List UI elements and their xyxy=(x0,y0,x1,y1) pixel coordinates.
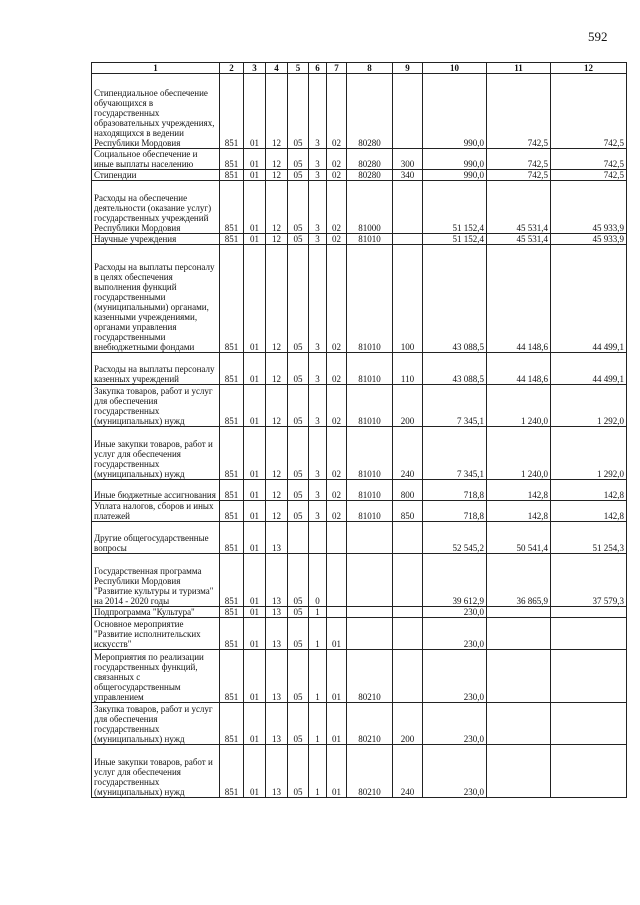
cell-admin-code: 851 xyxy=(220,607,244,618)
cell-target-program: 05 xyxy=(288,650,309,703)
cell-admin-code: 851 xyxy=(220,745,244,798)
cell-expense-type: 200 xyxy=(393,385,423,427)
cell-section: 01 xyxy=(244,554,266,607)
cell-target-program: 05 xyxy=(288,745,309,798)
table-row xyxy=(92,170,627,181)
cell-admin-code: 851 xyxy=(220,480,244,501)
cell-expense-type: 100 xyxy=(393,245,423,353)
cell-subsection: 12 xyxy=(266,170,288,181)
header-cell: 7 xyxy=(327,63,347,74)
cell-subprogram: 3 xyxy=(309,74,327,149)
cell-direction: 81000 xyxy=(347,181,393,234)
cell-name: Расходы на обеспечение деятельности (оказание услуг) государственных учреждений Республики Мордовия xyxy=(92,181,220,234)
cell-section: 01 xyxy=(244,170,266,181)
cell-direction: 80280 xyxy=(347,149,393,170)
cell-amount-2021 xyxy=(551,650,627,703)
cell-event xyxy=(327,522,347,554)
cell-target-program xyxy=(288,522,309,554)
cell-name: Подпрограмма "Культура" xyxy=(92,607,220,618)
cell-target-program: 05 xyxy=(288,149,309,170)
cell-event: 02 xyxy=(327,501,347,522)
cell-expense-type xyxy=(393,554,423,607)
cell-section: 01 xyxy=(244,427,266,480)
cell-event: 02 xyxy=(327,234,347,245)
cell-direction xyxy=(347,554,393,607)
cell-name: Закупка товаров, работ и услуг для обеспечения государственных (муниципальных) нужд xyxy=(92,703,220,745)
cell-amount-2019: 43 088,5 xyxy=(423,353,487,385)
cell-name: Уплата налогов, сборов и иных платежей xyxy=(92,501,220,522)
cell-subprogram xyxy=(309,522,327,554)
cell-amount-2020: 742,5 xyxy=(487,149,551,170)
cell-target-program: 05 xyxy=(288,181,309,234)
table-row xyxy=(92,480,627,501)
cell-admin-code: 851 xyxy=(220,618,244,650)
cell-subprogram: 3 xyxy=(309,181,327,234)
cell-direction: 81010 xyxy=(347,245,393,353)
cell-amount-2021: 44 499,1 xyxy=(551,353,627,385)
cell-subprogram: 3 xyxy=(309,501,327,522)
cell-section: 01 xyxy=(244,149,266,170)
cell-admin-code: 851 xyxy=(220,703,244,745)
cell-subsection: 12 xyxy=(266,385,288,427)
cell-subsection: 13 xyxy=(266,650,288,703)
cell-amount-2021: 742,5 xyxy=(551,74,627,149)
cell-direction xyxy=(347,618,393,650)
cell-subprogram: 1 xyxy=(309,650,327,703)
cell-subsection: 12 xyxy=(266,74,288,149)
cell-subsection: 12 xyxy=(266,245,288,353)
cell-admin-code: 851 xyxy=(220,170,244,181)
cell-subprogram: 3 xyxy=(309,245,327,353)
cell-amount-2020: 44 148,6 xyxy=(487,353,551,385)
cell-amount-2021 xyxy=(551,618,627,650)
cell-amount-2019: 7 345,1 xyxy=(423,427,487,480)
cell-subsection: 13 xyxy=(266,554,288,607)
cell-subsection: 13 xyxy=(266,607,288,618)
cell-amount-2020: 1 240,0 xyxy=(487,385,551,427)
cell-amount-2020: 142,8 xyxy=(487,480,551,501)
cell-subsection: 12 xyxy=(266,427,288,480)
cell-section: 01 xyxy=(244,650,266,703)
cell-amount-2019: 52 545,2 xyxy=(423,522,487,554)
cell-target-program: 05 xyxy=(288,234,309,245)
cell-subprogram: 0 xyxy=(309,554,327,607)
cell-subsection: 13 xyxy=(266,618,288,650)
cell-amount-2020: 742,5 xyxy=(487,74,551,149)
cell-name: Расходы на выплаты персоналу казенных учреждений xyxy=(92,353,220,385)
cell-amount-2020: 1 240,0 xyxy=(487,427,551,480)
cell-event: 01 xyxy=(327,650,347,703)
header-cell: 5 xyxy=(288,63,309,74)
cell-amount-2021 xyxy=(551,607,627,618)
cell-direction: 80280 xyxy=(347,74,393,149)
cell-amount-2021 xyxy=(551,703,627,745)
cell-subprogram: 1 xyxy=(309,745,327,798)
cell-admin-code: 851 xyxy=(220,149,244,170)
cell-subprogram: 3 xyxy=(309,234,327,245)
cell-direction: 81010 xyxy=(347,234,393,245)
table-row xyxy=(92,181,627,234)
cell-target-program: 05 xyxy=(288,353,309,385)
cell-subprogram: 1 xyxy=(309,703,327,745)
table-row xyxy=(92,501,627,522)
cell-event: 01 xyxy=(327,618,347,650)
cell-expense-type: 850 xyxy=(393,501,423,522)
cell-amount-2021: 1 292,0 xyxy=(551,385,627,427)
cell-target-program: 05 xyxy=(288,618,309,650)
cell-section: 01 xyxy=(244,385,266,427)
table-row xyxy=(92,650,627,703)
cell-expense-type: 110 xyxy=(393,353,423,385)
cell-section: 01 xyxy=(244,480,266,501)
cell-subprogram: 3 xyxy=(309,427,327,480)
cell-amount-2019: 718,8 xyxy=(423,480,487,501)
cell-expense-type xyxy=(393,618,423,650)
cell-section: 01 xyxy=(244,522,266,554)
cell-amount-2021: 142,8 xyxy=(551,480,627,501)
cell-direction: 81010 xyxy=(347,385,393,427)
cell-admin-code: 851 xyxy=(220,650,244,703)
table-row xyxy=(92,234,627,245)
cell-direction: 80210 xyxy=(347,703,393,745)
table-row xyxy=(92,745,627,798)
cell-name: Мероприятия по реализации государственных функций, связанных с общегосударственным управлением xyxy=(92,650,220,703)
cell-event: 02 xyxy=(327,427,347,480)
cell-subsection: 12 xyxy=(266,149,288,170)
cell-admin-code: 851 xyxy=(220,234,244,245)
cell-section: 01 xyxy=(244,245,266,353)
cell-event: 02 xyxy=(327,181,347,234)
cell-target-program: 05 xyxy=(288,554,309,607)
cell-subsection: 12 xyxy=(266,353,288,385)
cell-subsection: 12 xyxy=(266,501,288,522)
table-row xyxy=(92,703,627,745)
cell-subsection: 13 xyxy=(266,703,288,745)
cell-event: 02 xyxy=(327,74,347,149)
cell-event: 01 xyxy=(327,745,347,798)
cell-amount-2019: 230,0 xyxy=(423,650,487,703)
cell-amount-2020: 36 865,9 xyxy=(487,554,551,607)
header-cell: 8 xyxy=(347,63,393,74)
cell-amount-2019: 990,0 xyxy=(423,149,487,170)
header-cell: 3 xyxy=(244,63,266,74)
cell-subsection: 12 xyxy=(266,234,288,245)
cell-subprogram: 3 xyxy=(309,385,327,427)
cell-amount-2020: 45 531,4 xyxy=(487,181,551,234)
budget-table xyxy=(91,62,627,798)
cell-admin-code: 851 xyxy=(220,74,244,149)
cell-amount-2021: 51 254,3 xyxy=(551,522,627,554)
table-row xyxy=(92,607,627,618)
cell-amount-2020 xyxy=(487,745,551,798)
cell-target-program: 05 xyxy=(288,480,309,501)
cell-amount-2021: 742,5 xyxy=(551,149,627,170)
cell-target-program: 05 xyxy=(288,245,309,353)
cell-name: Другие общегосударственные вопросы xyxy=(92,522,220,554)
cell-expense-type xyxy=(393,650,423,703)
header-cell: 6 xyxy=(309,63,327,74)
table-row xyxy=(92,554,627,607)
cell-section: 01 xyxy=(244,703,266,745)
cell-name: Государственная программа Республики Мордовия "Развитие культуры и туризма" на 2014 - 2020 годы xyxy=(92,554,220,607)
table-row xyxy=(92,74,627,149)
cell-expense-type: 800 xyxy=(393,480,423,501)
cell-target-program: 05 xyxy=(288,170,309,181)
cell-target-program: 05 xyxy=(288,427,309,480)
cell-admin-code: 851 xyxy=(220,245,244,353)
cell-admin-code: 851 xyxy=(220,385,244,427)
header-cell: 11 xyxy=(487,63,551,74)
cell-subsection: 13 xyxy=(266,745,288,798)
cell-target-program: 05 xyxy=(288,703,309,745)
cell-section: 01 xyxy=(244,607,266,618)
cell-subprogram: 3 xyxy=(309,170,327,181)
cell-amount-2019: 51 152,4 xyxy=(423,181,487,234)
cell-direction: 81010 xyxy=(347,501,393,522)
cell-direction: 81010 xyxy=(347,480,393,501)
cell-amount-2020 xyxy=(487,618,551,650)
cell-section: 01 xyxy=(244,181,266,234)
cell-event: 02 xyxy=(327,353,347,385)
cell-direction: 80210 xyxy=(347,745,393,798)
cell-name: Иные бюджетные ассигнования xyxy=(92,480,220,501)
cell-subprogram: 1 xyxy=(309,607,327,618)
cell-admin-code: 851 xyxy=(220,522,244,554)
cell-amount-2019: 230,0 xyxy=(423,607,487,618)
cell-expense-type: 200 xyxy=(393,703,423,745)
table-row xyxy=(92,245,627,353)
cell-name: Основное мероприятие "Развитие исполнительских искусств" xyxy=(92,618,220,650)
cell-subprogram: 3 xyxy=(309,353,327,385)
table-row xyxy=(92,149,627,170)
cell-amount-2019: 39 612,9 xyxy=(423,554,487,607)
cell-section: 01 xyxy=(244,745,266,798)
header-row xyxy=(92,63,627,74)
cell-amount-2019: 230,0 xyxy=(423,745,487,798)
cell-amount-2021: 45 933,9 xyxy=(551,234,627,245)
cell-amount-2020 xyxy=(487,650,551,703)
cell-section: 01 xyxy=(244,234,266,245)
cell-amount-2021: 44 499,1 xyxy=(551,245,627,353)
cell-expense-type xyxy=(393,74,423,149)
cell-event: 02 xyxy=(327,385,347,427)
cell-name: Закупка товаров, работ и услуг для обеспечения государственных (муниципальных) нужд xyxy=(92,385,220,427)
cell-amount-2021: 45 933,9 xyxy=(551,181,627,234)
cell-event xyxy=(327,554,347,607)
header-cell: 10 xyxy=(423,63,487,74)
header-cell: 9 xyxy=(393,63,423,74)
cell-amount-2020: 142,8 xyxy=(487,501,551,522)
cell-admin-code: 851 xyxy=(220,181,244,234)
table-row xyxy=(92,427,627,480)
cell-direction xyxy=(347,607,393,618)
header-cell: 2 xyxy=(220,63,244,74)
cell-direction xyxy=(347,522,393,554)
header-cell: 12 xyxy=(551,63,627,74)
cell-amount-2020: 45 531,4 xyxy=(487,234,551,245)
cell-name: Расходы на выплаты персоналу в целях обеспечения выполнения функций государственными (муниципальными) органами, казенными учреждениями, органами управления государственными внебюджетными фондами xyxy=(92,245,220,353)
cell-amount-2020: 44 148,6 xyxy=(487,245,551,353)
cell-event: 02 xyxy=(327,170,347,181)
cell-subsection: 12 xyxy=(266,480,288,501)
page-number: 592 xyxy=(588,29,608,44)
cell-amount-2019: 718,8 xyxy=(423,501,487,522)
cell-target-program: 05 xyxy=(288,501,309,522)
cell-admin-code: 851 xyxy=(220,501,244,522)
cell-subprogram: 3 xyxy=(309,480,327,501)
cell-subprogram: 3 xyxy=(309,149,327,170)
cell-amount-2019: 990,0 xyxy=(423,170,487,181)
cell-name: Научные учреждения xyxy=(92,234,220,245)
header-cell: 1 xyxy=(92,63,220,74)
cell-name: Стипендии xyxy=(92,170,220,181)
header-cell: 4 xyxy=(266,63,288,74)
cell-event: 01 xyxy=(327,703,347,745)
cell-amount-2019: 43 088,5 xyxy=(423,245,487,353)
cell-amount-2019: 990,0 xyxy=(423,74,487,149)
cell-amount-2021 xyxy=(551,745,627,798)
cell-section: 01 xyxy=(244,353,266,385)
cell-name: Иные закупки товаров, работ и услуг для обеспечения государственных (муниципальных) нужд xyxy=(92,745,220,798)
table-row xyxy=(92,385,627,427)
cell-name: Стипендиальное обеспечение обучающихся в государственных образовательных учреждениях, находящихся в ведении Республики Мордовия xyxy=(92,74,220,149)
cell-expense-type xyxy=(393,234,423,245)
cell-event: 02 xyxy=(327,480,347,501)
cell-event: 02 xyxy=(327,149,347,170)
cell-expense-type: 240 xyxy=(393,427,423,480)
cell-amount-2019: 51 152,4 xyxy=(423,234,487,245)
cell-event: 02 xyxy=(327,245,347,353)
table-row xyxy=(92,522,627,554)
cell-direction: 81010 xyxy=(347,427,393,480)
cell-section: 01 xyxy=(244,501,266,522)
cell-amount-2019: 230,0 xyxy=(423,618,487,650)
cell-amount-2020 xyxy=(487,607,551,618)
cell-direction: 81010 xyxy=(347,353,393,385)
cell-expense-type xyxy=(393,522,423,554)
cell-amount-2021: 1 292,0 xyxy=(551,427,627,480)
cell-subsection: 12 xyxy=(266,181,288,234)
cell-admin-code: 851 xyxy=(220,554,244,607)
cell-section: 01 xyxy=(244,74,266,149)
cell-subprogram: 1 xyxy=(309,618,327,650)
cell-target-program: 05 xyxy=(288,607,309,618)
cell-direction: 80280 xyxy=(347,170,393,181)
cell-subsection: 13 xyxy=(266,522,288,554)
cell-amount-2020: 50 541,4 xyxy=(487,522,551,554)
cell-amount-2021: 742,5 xyxy=(551,170,627,181)
table-row xyxy=(92,618,627,650)
cell-name: Иные закупки товаров, работ и услуг для обеспечения государственных (муниципальных) нужд xyxy=(92,427,220,480)
table-row xyxy=(92,353,627,385)
cell-amount-2019: 7 345,1 xyxy=(423,385,487,427)
cell-amount-2020 xyxy=(487,703,551,745)
cell-expense-type: 340 xyxy=(393,170,423,181)
cell-admin-code: 851 xyxy=(220,353,244,385)
cell-expense-type xyxy=(393,181,423,234)
cell-target-program: 05 xyxy=(288,74,309,149)
cell-admin-code: 851 xyxy=(220,427,244,480)
cell-amount-2021: 142,8 xyxy=(551,501,627,522)
cell-amount-2020: 742,5 xyxy=(487,170,551,181)
cell-event xyxy=(327,607,347,618)
cell-expense-type: 240 xyxy=(393,745,423,798)
cell-expense-type: 300 xyxy=(393,149,423,170)
cell-amount-2021: 37 579,3 xyxy=(551,554,627,607)
cell-amount-2019: 230,0 xyxy=(423,703,487,745)
cell-section: 01 xyxy=(244,618,266,650)
cell-name: Социальное обеспечение и иные выплаты населению xyxy=(92,149,220,170)
cell-direction: 80210 xyxy=(347,650,393,703)
cell-target-program: 05 xyxy=(288,385,309,427)
cell-expense-type xyxy=(393,607,423,618)
